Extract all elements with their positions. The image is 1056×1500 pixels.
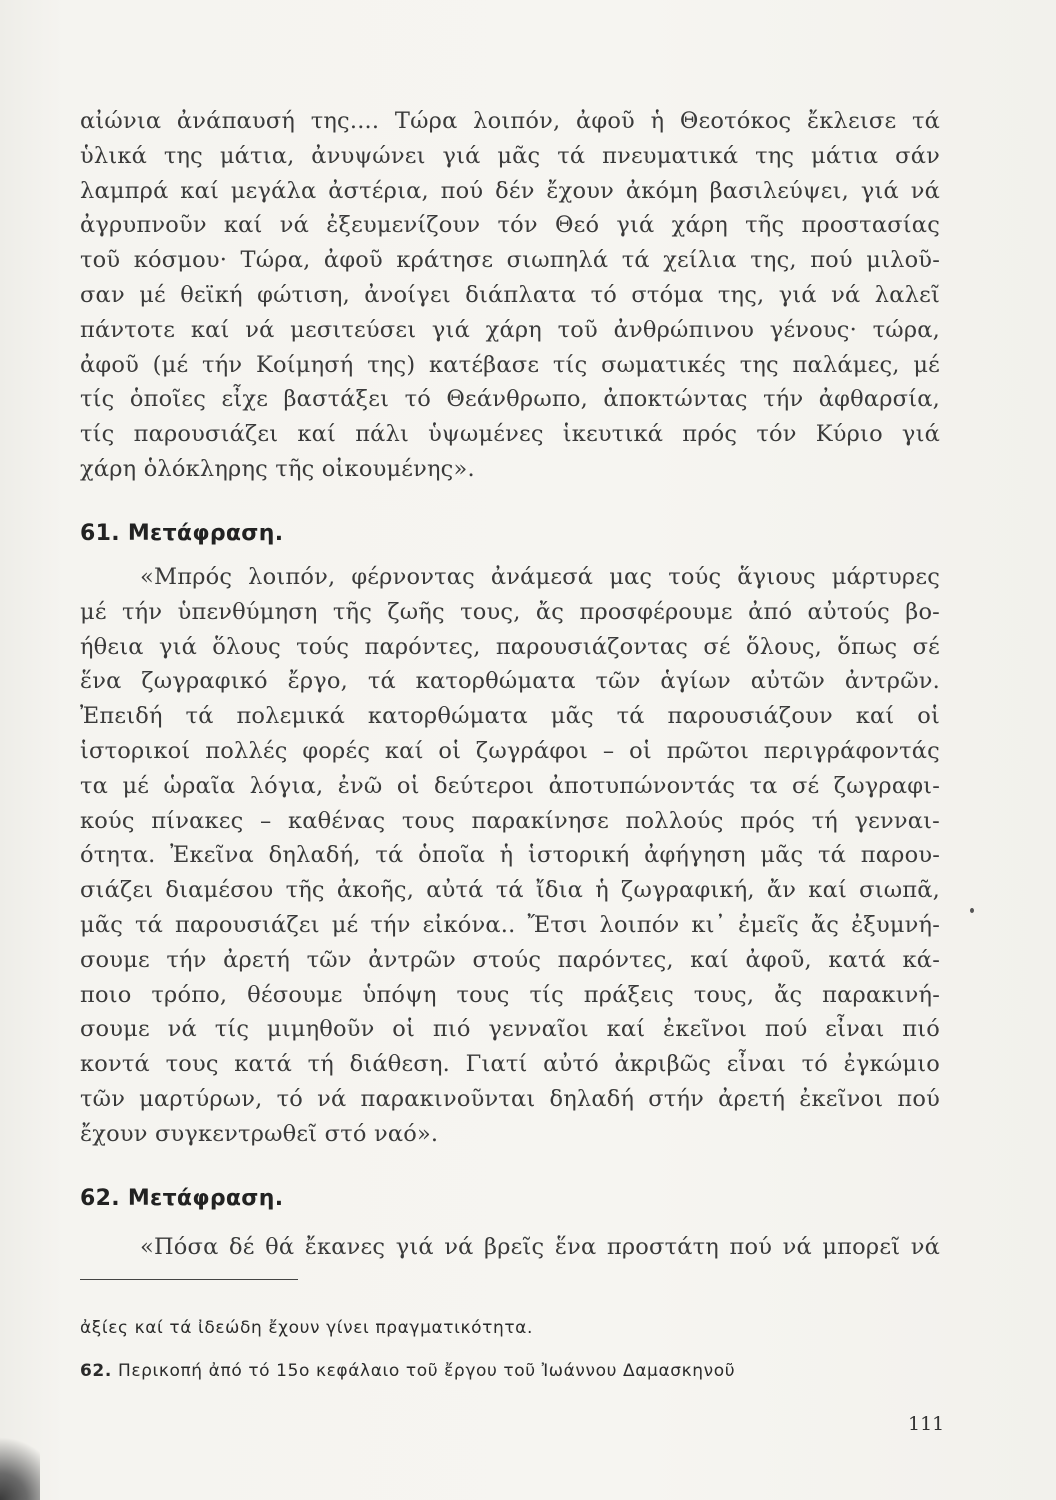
section-62-body (80, 1230, 940, 1265)
scan-corner-shadow (0, 1420, 40, 1500)
text-line: ήθεια γιά ὅλους τούς παρόντες, παρουσιάζοντας σέ ὅλους, ὅπως σέ (80, 633, 940, 660)
text-line: ποιο τρόπο, θέσουμε ὑπόψη τους τίς πράξεις τους, ἄς παρακινή- (80, 981, 940, 1008)
footnote-number: 62. (80, 1361, 112, 1381)
text-line: μέ τήν ὑπενθύμηση τῆς ζωῆς τους, ἄς προσφέρουμε ἀπό αὐτούς βο- (80, 598, 940, 625)
text-line: τοῦ κόσμου· Τώρα, ἀφοῦ κράτησε σιωπηλά τά χείλια της, πού μιλοῦ- (80, 247, 940, 274)
text-line: ὑλικά της μάτια, ἀνυψώνει γιά μᾶς τά πνευματικά της μάτια σάν (80, 142, 940, 169)
text-line: τίς ὁποῖες εἶχε βαστάξει τό Θεάνθρωπο, ἀποκτώντας τήν ἀφθαρσία, (80, 386, 940, 413)
section-62-heading: 62. Μετάφραση. (80, 1186, 284, 1211)
text-line: τῶν μαρτύρων, τό νά παρακινοῦνται δηλαδή στήν ἀρετή ἐκεῖνοι πού (80, 1085, 940, 1112)
text-line: σιάζει διαμέσου τῆς ἀκοῆς, αὐτά τά ἴδια ἡ ζωγραφική, ἄν καί σιωπᾶ, (80, 877, 940, 904)
text-line: ἀφοῦ (μέ τήν Κοίμησή της) κατέβασε τίς σωματικές της παλάμες, μέ (80, 351, 940, 378)
section-61-heading: 61. Μετάφραση. (80, 521, 284, 546)
text-line: σουμε τήν ἀρετή τῶν ἀντρῶν στούς παρόντες, καί ἀφοῦ, κατά κά- (80, 946, 940, 973)
text-line: «Πόσα δέ θά ἔκανες γιά νά βρεῖς ἕνα προστάτη πού νά μπορεῖ νά (140, 1234, 940, 1260)
text-line: κούς πίνακες – καθένας τους παρακίνησε πολλούς πρός τή γενναι- (80, 807, 940, 834)
text-line: «Μπρός λοιπόν, φέρνοντας ἀνάμεσά μας τούς ἅγιους μάρτυρες (140, 564, 940, 590)
text-line: κοντά τους κατά τή διάθεση. Γιατί αὐτό ἀκριβῶς εἶναι τό ἐγκώμιο (80, 1051, 940, 1078)
text-line: πάντοτε καί νά μεσιτεύσει γιά χάρη τοῦ ἀνθρώπινου γένους· τώρα, (80, 316, 940, 343)
text-line: μᾶς τά παρουσιάζει μέ τήν εἰκόνα.. Ἔτσι λοιπόν κι᾽ ἐμεῖς ἄς ἐξυμνή- (80, 911, 940, 938)
paragraph-continuation (80, 104, 940, 487)
ink-speck (970, 908, 974, 913)
footnote-divider (80, 1279, 298, 1280)
text-line: τα μέ ὡραῖα λόγια, ἐνῶ οἱ δεύτεροι ἀποτυπώνοντάς τα σέ ζωγραφι- (80, 772, 940, 799)
page-number: 111 (908, 1413, 945, 1435)
footnote-62 (80, 1361, 950, 1381)
text-line: ἱστορικοί πολλές φορές καί οἱ ζωγράφοι – οἱ πρῶτοι περιγράφοντάς (80, 737, 940, 764)
text-line: αἰώνια ἀνάπαυσή της.... Τώρα λοιπόν, ἀφοῦ ἡ Θεοτόκος ἔκλεισε τά (80, 108, 940, 134)
text-line: σουμε νά τίς μιμηθοῦν οἱ πιό γενναῖοι καί ἐκεῖνοι πού εἶναι πιό (80, 1016, 940, 1043)
text-line: σαν μέ θεϊκή φώτιση, ἀνοίγει διάπλατα τό στόμα της, γιά νά λαλεῖ (80, 281, 940, 308)
footnote-text: Περικοπή ἀπό τό 15ο κεφάλαιο τοῦ ἔργου τοῦ Ἰωάννου Δαμασκηνοῦ (117, 1361, 736, 1381)
section-61-body (80, 560, 940, 1152)
text-line: χάρη ὁλόκληρης τῆς οἰκουμένης». (80, 455, 475, 482)
text-line: ἔχουν συγκεντρωθεῖ στό ναό». (80, 1120, 439, 1147)
text-line: ότητα. Ἐκεῖνα δηλαδή, τά ὁποῖα ἡ ἱστορική ἀφήγηση μᾶς τά παρου- (80, 842, 940, 869)
text-line: τίς παρουσιάζει καί πάλι ὑψωμένες ἱκευτικά πρός τόν Κύριο γιά (80, 421, 940, 448)
text-line: λαμπρά καί μεγάλα ἀστέρια, πού δέν ἔχουν ἀκόμη βασιλεύψει, γιά νά (80, 177, 940, 204)
text-line: ἀγρυπνοῦν καί νά ἐξευμενίζουν τόν Θεό γιά χάρη τῆς προστασίας (80, 212, 940, 239)
text-line: ἕνα ζωγραφικό ἔργο, τά κατορθώματα τῶν ἁγίων αὐτῶν ἀντρῶν. (80, 668, 940, 695)
text-line: Ἐπειδή τά πολεμικά κατορθώματα μᾶς τά παρουσιάζουν καί οἱ (80, 703, 940, 730)
footnote-continuation: ἀξίες καί τά ἰδεώδη ἔχουν γίνει πραγματικότητα. (80, 1318, 533, 1338)
